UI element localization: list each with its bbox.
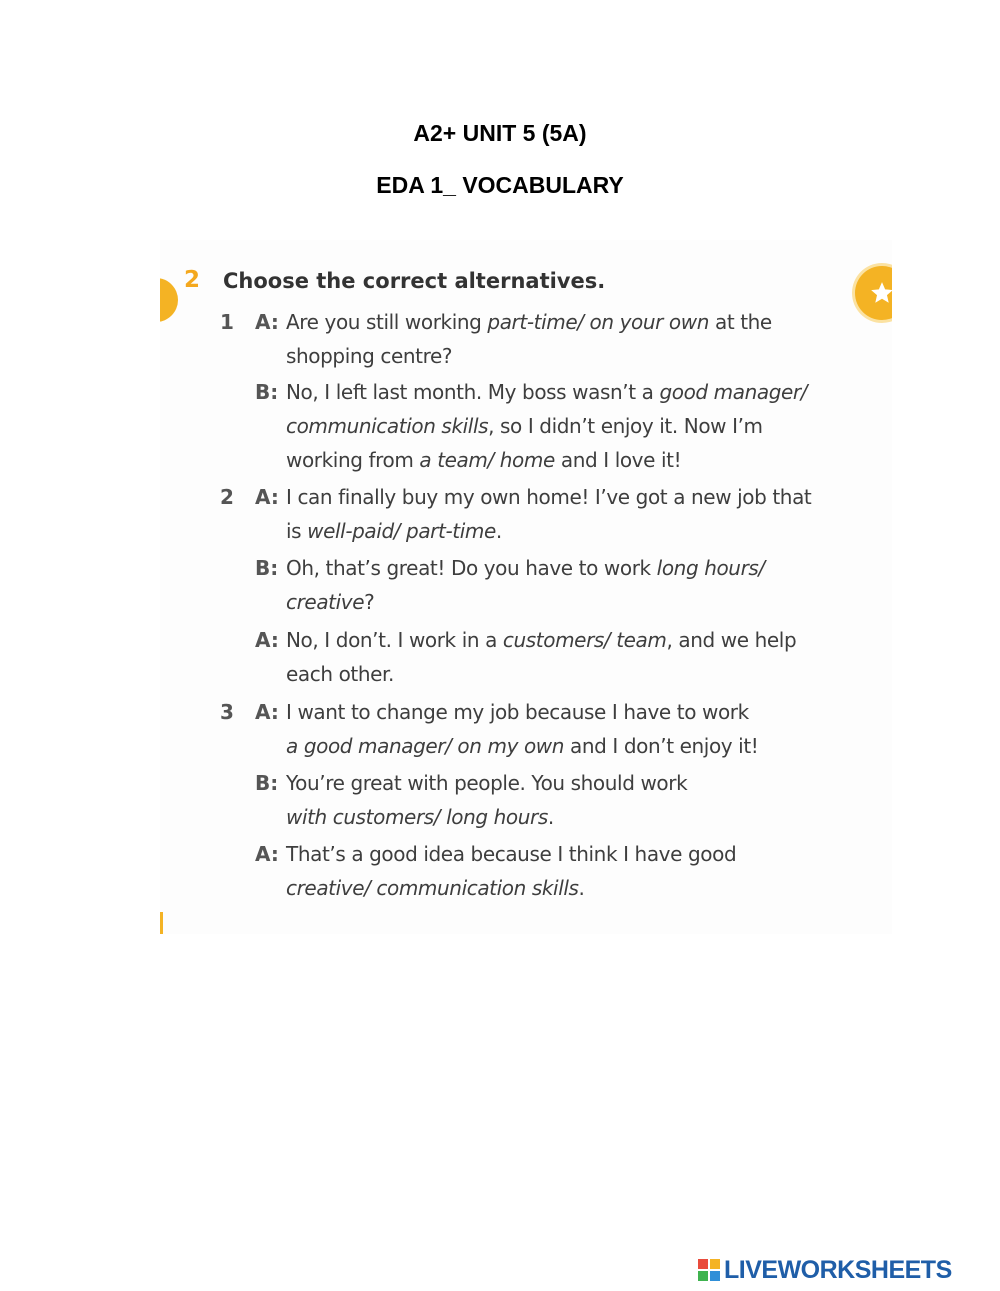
dialogue-text: and I don’t enjoy it! (564, 734, 759, 758)
speaker-label: A: (255, 310, 279, 334)
word-alternatives[interactable]: communication skills (286, 414, 489, 438)
dialogue-text: shopping centre? (286, 344, 453, 368)
dialogue-line (286, 344, 452, 368)
question-number: 3 (220, 700, 234, 724)
dialogue-text: and I love it! (554, 448, 682, 472)
dialogue-line (286, 519, 502, 543)
dialogue-text: at the (709, 310, 772, 334)
dialogue-line (286, 700, 749, 724)
speaker-label: A: (255, 700, 279, 724)
dialogue-text: ? (364, 590, 375, 614)
question-number: 2 (220, 485, 234, 509)
dialogue-line (286, 876, 585, 900)
dialogue-text: I want to change my job because I have to work (286, 700, 749, 724)
word-alternatives[interactable]: part-time/ on your own (487, 310, 709, 334)
speaker-label: B: (255, 771, 279, 795)
dialogue-text: , and we help (666, 628, 797, 652)
dialogue-line (286, 590, 374, 614)
dialogue-line (286, 414, 763, 438)
dialogue-text: No, I don’t. I work in a (286, 628, 503, 652)
question-number: 1 (220, 310, 234, 334)
word-alternatives[interactable]: creative (286, 590, 365, 614)
dialogue-line (286, 771, 687, 795)
dialogue-line (286, 485, 811, 509)
word-alternatives[interactable]: with customers/ long hours (286, 805, 548, 829)
worksheet-subtitle: EDA 1_ VOCABULARY (376, 172, 624, 198)
dialogue-line (286, 662, 394, 686)
dialogue-text: . (547, 805, 554, 829)
exercise-image (160, 240, 892, 934)
word-alternatives[interactable]: long hours/ (656, 556, 765, 580)
speaker-label: B: (255, 380, 279, 404)
dialogue-text: I can finally buy my own home! I’ve got a new job that (286, 485, 812, 509)
dialogue-text: That’s a good idea because I think I have good (286, 842, 737, 866)
speaker-label: A: (255, 628, 279, 652)
word-alternatives[interactable]: creative/ communication skills (286, 876, 579, 900)
dialogue-text: Are you still working (286, 310, 488, 334)
worksheet-title: A2+ UNIT 5 (5A) (413, 120, 587, 146)
logo-text: LIVEWORKSHEETS (724, 1256, 952, 1284)
dialogue-line (286, 842, 736, 866)
dialogue-text: . (578, 876, 585, 900)
dialogue-text: No, I left last month. My boss wasn’t a (286, 380, 660, 404)
dialogue-text: each other. (286, 662, 394, 686)
dialogue-line (286, 734, 758, 758)
liveworksheets-logo-icon (698, 1259, 720, 1281)
dialogue-line (286, 310, 772, 334)
dialogue-line (286, 380, 807, 404)
word-alternatives[interactable]: customers/ team (502, 628, 667, 652)
dialogue-line (286, 556, 765, 580)
word-alternatives[interactable]: a good manager/ on my own (286, 734, 565, 758)
dialogue-text: Oh, that’s great! Do you have to work (286, 556, 657, 580)
exercise-title: Choose the correct alternatives. (223, 269, 606, 293)
word-alternatives[interactable]: well-paid/ part-time (307, 519, 496, 543)
speaker-label: A: (255, 485, 279, 509)
exercise-number: 2 (184, 267, 201, 293)
word-alternatives[interactable]: good manager/ (659, 380, 808, 404)
dialogue-line (286, 628, 796, 652)
star-badge-icon (855, 266, 892, 320)
dialogue-text: is (286, 519, 308, 543)
liveworksheets-logo[interactable] (698, 1257, 994, 1283)
dialogue-text: working from (286, 448, 420, 472)
dialogue-text: , so I didn’t enjoy it. Now I’m (488, 414, 763, 438)
edge-line-decoration (160, 912, 163, 934)
speaker-label: B: (255, 556, 279, 580)
dialogue-line (286, 448, 681, 472)
speaker-label: A: (255, 842, 279, 866)
badge-left-icon (160, 278, 178, 322)
dialogue-line (286, 805, 554, 829)
word-alternatives[interactable]: a team/ home (419, 448, 555, 472)
dialogue-text: You’re great with people. You should work (286, 771, 688, 795)
dialogue-text: . (495, 519, 502, 543)
